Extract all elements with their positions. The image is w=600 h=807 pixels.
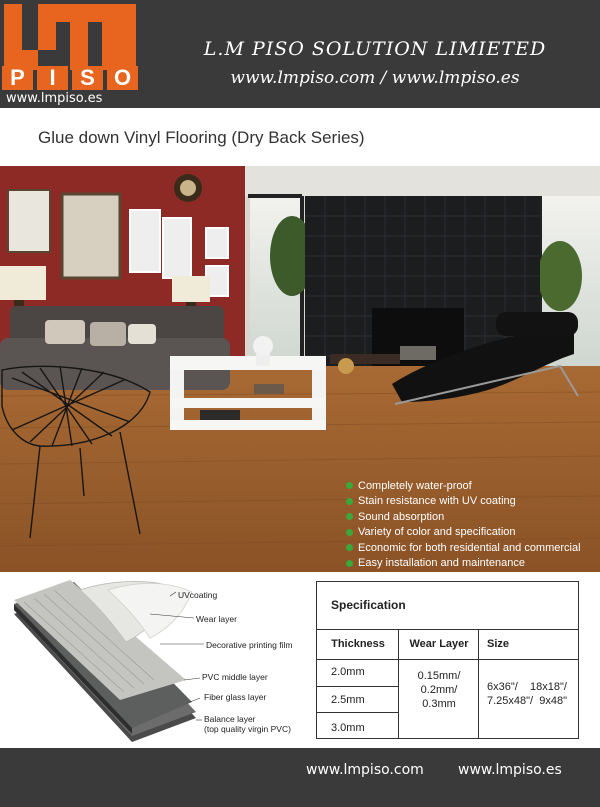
size-header: Size [486,638,509,650]
size-cell: 7.25x48"/ 9x48" [487,695,567,707]
footer-link-com[interactable]: www.lmpiso.com [306,762,424,778]
spec-title: Specification [317,582,578,630]
logo-letter: P [2,66,33,90]
thickness-cell: 3.0mm [331,722,365,734]
logo-letter: S [72,66,103,90]
feature-text: Easy installation and maintenance [358,557,525,570]
logo-letter: O [107,66,138,90]
pvc-middle-label: PVC middle layer [202,672,268,682]
wear-layer-cell: 0.15mm/ [417,670,461,682]
decorative-film-label: Decorative printing film [206,640,293,650]
bullet-dot-icon [346,529,353,536]
feature-item [346,494,581,510]
feature-item [346,525,581,541]
product-title: Glue down Vinyl Flooring (Dry Back Series) [38,128,365,147]
logo-piso-letters [2,66,138,90]
feature-item [346,478,581,494]
fiber-glass-label: Fiber glass layer [204,692,267,702]
page-footer [0,748,600,807]
wear-layer-header: Wear Layer [409,638,469,650]
room-photo [0,166,600,572]
balance-layer-label: Balance layer [204,714,256,724]
uv-coating-label: UVcoating [178,590,218,600]
size-cell: 6x36"/ 18x18"/ [487,681,567,693]
wear-layer-cell: 0.2mm/ [420,684,458,696]
header-websites[interactable]: www.lmpiso.com / www.lmpiso.es [230,68,520,88]
feature-text: Stain resistance with UV coating [358,495,516,508]
page-header [0,0,600,108]
row-divider [317,712,398,713]
feature-item [346,509,581,525]
logo-url[interactable]: www.lmpiso.es [6,91,103,106]
feature-item [346,556,581,572]
header-divider [317,659,578,660]
company-logo [0,0,140,108]
feature-text: Completely water-proof [358,479,472,492]
specification-table [316,581,579,739]
thickness-cell: 2.0mm [331,666,365,678]
logo-letter: I [37,66,68,90]
wear-layer-cell: 0.3mm [422,698,456,710]
feature-list [346,478,581,571]
bullet-dot-icon [346,498,353,505]
row-divider [317,686,398,687]
bullet-dot-icon [346,482,353,489]
thickness-header: Thickness [331,638,385,650]
logo-lm-mark [4,4,136,70]
company-name: L.M PISO SOLUTION LIMIETED [203,38,547,60]
bullet-dot-icon [346,513,353,520]
bullet-dot-icon [346,544,353,551]
wear-layer-label: Wear layer [196,614,237,624]
balance-layer-note: (top quality virgin PVC) [204,724,291,734]
layer-diagram [0,580,310,750]
footer-link-es[interactable]: www.lmpiso.es [458,762,562,778]
feature-item [346,540,581,556]
feature-text: Sound absorption [358,510,445,523]
feature-text: Variety of color and specification [358,526,516,539]
feature-text: Economic for both residential and commercial [358,541,581,554]
thickness-cell: 2.5mm [331,694,365,706]
bullet-dot-icon [346,560,353,567]
